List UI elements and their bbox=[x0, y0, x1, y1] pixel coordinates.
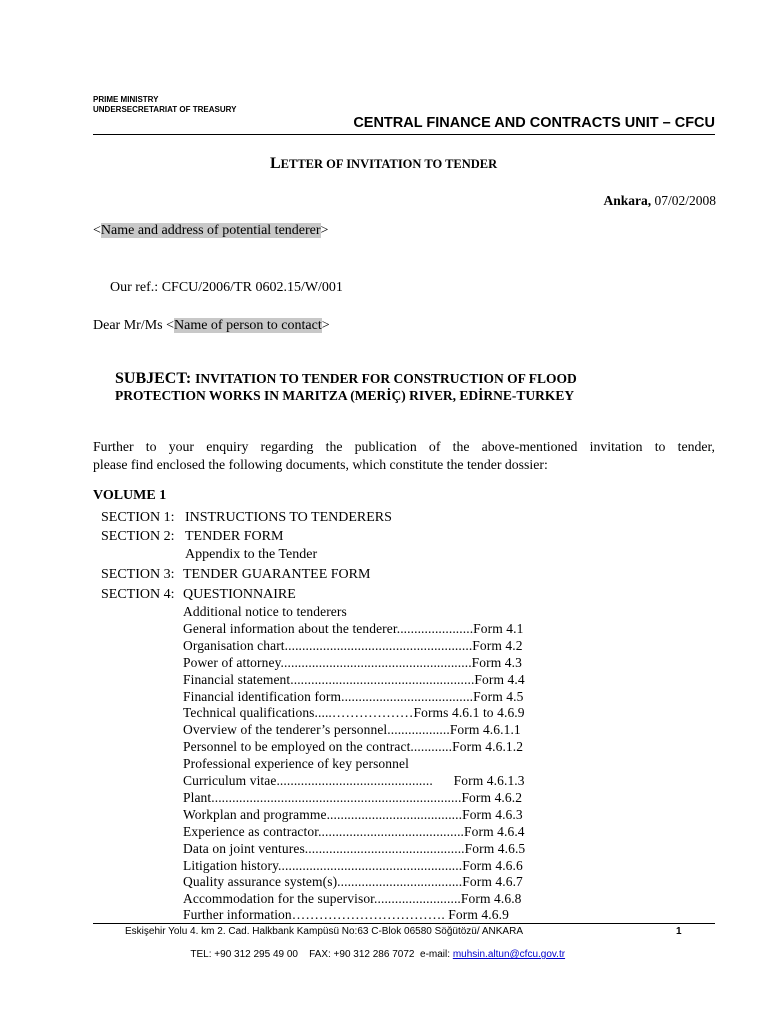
addressee-close: > bbox=[320, 223, 329, 238]
toc-item: Organisation chart......................................................Form 4.2 bbox=[183, 638, 523, 653]
toc-item: Workplan and programme.......................................Form 4.6.3 bbox=[183, 807, 523, 822]
subject-line-2: PROTECTION WORKS IN MARITZA (MERİÇ) RIVER, EDİRNE-TURKEY bbox=[115, 388, 575, 403]
toc-item: Plant........................................................................Form 4.6.2 bbox=[183, 790, 523, 805]
header-rule bbox=[93, 134, 715, 135]
toc-item: Additional notice to tenderers bbox=[183, 604, 347, 619]
section-3 bbox=[101, 567, 370, 583]
volume-title: VOLUME 1 bbox=[93, 488, 167, 503]
subject-label: SUBJECT: bbox=[115, 370, 192, 387]
section-text: QUESTIONNAIRE bbox=[183, 587, 296, 602]
section-4 bbox=[101, 587, 296, 603]
subject-text-1: INVITATION TO TENDER FOR CONSTRUCTION OF FLOOD bbox=[195, 371, 577, 386]
addressee-line bbox=[93, 223, 328, 239]
toc-item: Litigation history.....................................................Form 4.6.6 bbox=[183, 858, 523, 873]
section-label: SECTION 2: bbox=[101, 529, 175, 544]
salutation-line bbox=[93, 318, 330, 334]
toc-item: Personnel to be employed on the contract............Form 4.6.1.2 bbox=[183, 739, 524, 754]
section-label: SECTION 1: bbox=[101, 510, 175, 525]
salutation-prefix: Dear Mr/Ms < bbox=[93, 318, 174, 333]
section-label: SECTION 4: bbox=[101, 587, 175, 602]
toc-item: Technical qualifications.....………………Forms 4.6.1 to 4.6.9 bbox=[183, 705, 525, 720]
body-line-2: please find enclosed the following documents, which constitute the tender dossier: bbox=[93, 457, 548, 472]
toc-item: Curriculum vitae............................................. Form 4.6.1.3 bbox=[183, 773, 525, 788]
toc-item: Financial identification form......................................Form 4.5 bbox=[183, 689, 524, 704]
section-text: INSTRUCTIONS TO TENDERERS bbox=[185, 510, 392, 525]
section-2-appendix: Appendix to the Tender bbox=[185, 547, 318, 562]
section-2 bbox=[101, 529, 283, 545]
page-number: 1 bbox=[676, 926, 682, 937]
toc-item: Data on joint ventures..............................................Form 4.6.5 bbox=[183, 841, 526, 856]
toc-item: Experience as contractor..........................................Form 4.6.4 bbox=[183, 824, 525, 839]
undersecretariat-label: UNDERSECRETARIAT OF TREASURY bbox=[93, 105, 237, 114]
toc-item: Overview of the tenderer’s personnel..................Form 4.6.1.1 bbox=[183, 722, 521, 737]
toc-item: Quality assurance system(s)....................................Form 4.6.7 bbox=[183, 874, 523, 889]
section-text: TENDER GUARANTEE FORM bbox=[183, 567, 371, 582]
place-date bbox=[603, 193, 716, 209]
footer-contacts bbox=[185, 938, 565, 960]
toc-item: Accommodation for the supervisor.........................Form 4.6.8 bbox=[183, 891, 522, 906]
footer-address: Eskişehir Yolu 4. km 2. Cad. Halkbank Kampüsü No:63 C-Blok 06580 Söğütözü/ ANKARA bbox=[125, 926, 523, 937]
salutation-close: > bbox=[321, 318, 330, 333]
letter-title-rest: ETTER OF INVITATION TO TENDER bbox=[280, 157, 498, 171]
addressee-placeholder: Name and address of potential tenderer bbox=[100, 223, 321, 238]
subject-line-1 bbox=[115, 370, 577, 388]
footer-email-link[interactable]: muhsin.altun@cfcu.gov.tr bbox=[452, 949, 566, 960]
section-label: SECTION 3: bbox=[101, 567, 175, 582]
section-text: TENDER FORM bbox=[185, 529, 284, 544]
toc-item: General information about the tenderer......................Form 4.1 bbox=[183, 621, 524, 636]
addressee-open: < bbox=[93, 223, 101, 238]
letter-title-first: L bbox=[270, 155, 281, 172]
toc-item: Financial statement.....................................................Form 4.4 bbox=[183, 672, 525, 687]
footer-rule bbox=[93, 923, 715, 924]
footer-phones: TEL: +90 312 295 49 00 FAX: +90 312 286 7072 e-mail: bbox=[190, 949, 453, 960]
reference-line: Our ref.: CFCU/2006/TR 0602.15/W/001 bbox=[110, 280, 343, 295]
body-line-1: Further to your enquiry regarding the publication of the above-mentioned invitation to tender, bbox=[93, 439, 715, 454]
toc-item: Further information……………………………. Form 4.6.9 bbox=[183, 907, 509, 922]
letter-title bbox=[270, 155, 497, 173]
toc-item: Professional experience of key personnel bbox=[183, 756, 409, 771]
toc-item: Power of attorney.......................................................Form 4.3 bbox=[183, 655, 522, 670]
unit-title: CENTRAL FINANCE AND CONTRACTS UNIT – CFCU bbox=[353, 115, 715, 131]
ministry-label: PRIME MINISTRY bbox=[93, 95, 159, 104]
date: 07/02/2008 bbox=[654, 193, 716, 208]
place: Ankara, bbox=[603, 193, 652, 208]
section-1 bbox=[101, 510, 392, 526]
salutation-name-placeholder: Name of person to contact bbox=[174, 318, 322, 333]
